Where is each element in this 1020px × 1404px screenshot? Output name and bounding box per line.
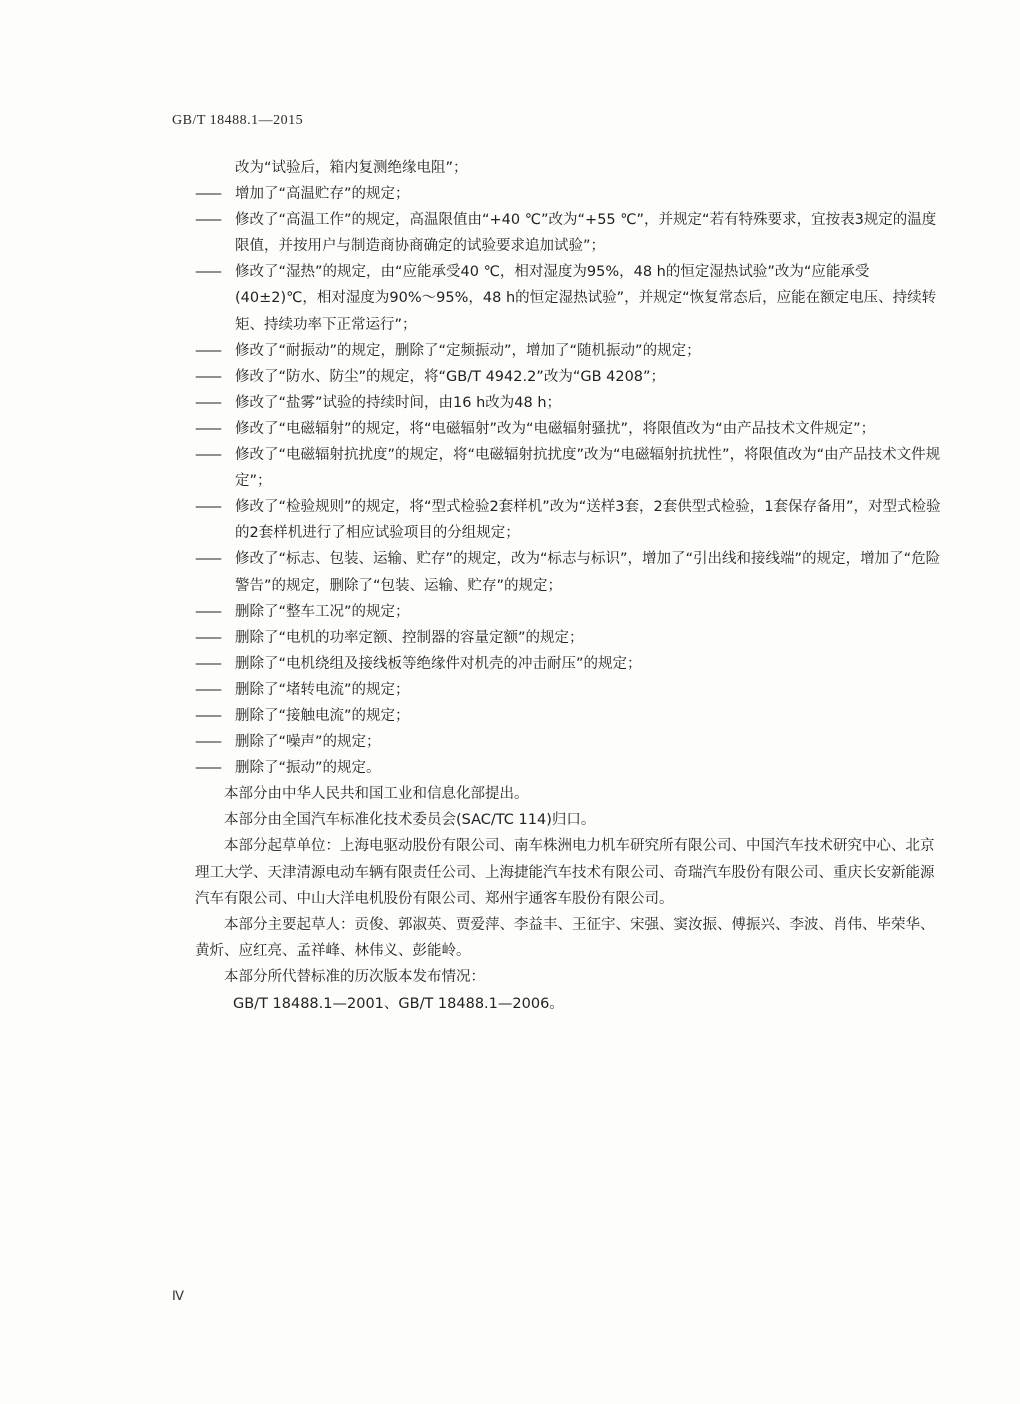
change-item-text: 修改了“电磁辐射”的规定，将“电磁辐射”改为“电磁辐射骚扰”，将限值改为“由产品技术文件规定”； bbox=[235, 420, 876, 437]
paragraph-drafting-organizations: 本部分起草单位：上海电驱动股份有限公司、南车株洲电力机车研究所有限公司、中国汽车技术研究中心、北京理工大学、天津清源电动车辆有限责任公司、上海捷能汽车技术有限公司、奇瑞汽车股份有限公司、重庆长安新能源汽车有限公司、中山大洋电机股份有限公司、郑州宇通客车股份有限公司。 bbox=[195, 838, 935, 907]
history-editions: GB/T 18488.1—2001、GB/T 18488.1—2006。 bbox=[233, 996, 564, 1012]
paragraph-drafters: 本部分主要起草人：贡俊、郭淑英、贾爱萍、李益丰、王征宇、宋强、窦汝振、傅振兴、李波、肖伟、毕荣华、黄炘、应红亮、孟祥峰、林伟义、彭能岭。 bbox=[195, 916, 935, 959]
change-item-text: 增加了“高温贮存”的规定； bbox=[235, 186, 410, 203]
paragraph-history-intro: 本部分所代替标准的历次版本发布情况： bbox=[224, 968, 485, 985]
list-dash: —— bbox=[195, 551, 220, 568]
change-item-text: 删除了“接触电流”的规定； bbox=[235, 707, 410, 724]
change-item-add-high-temp-storage bbox=[195, 181, 943, 207]
change-item-text: 删除了“电机的功率定额、控制器的容量定额”的规定； bbox=[235, 629, 584, 646]
list-dash: —— bbox=[195, 394, 220, 411]
change-item-delete-impulse-withstand bbox=[195, 651, 943, 677]
change-item-water-dust bbox=[195, 364, 943, 390]
paragraph-proposed-by: 本部分由中华人民共和国工业和信息化部提出。 bbox=[224, 786, 529, 803]
list-dash: —— bbox=[195, 734, 220, 751]
change-item-vibration-resistance bbox=[195, 338, 943, 364]
list-dash: —— bbox=[195, 499, 220, 516]
change-item-text: 修改了“电磁辐射抗扰度”的规定，将“电磁辐射抗扰度”改为“电磁辐射抗扰性”，将限值改为“由产品技术文件规定”； bbox=[235, 447, 941, 490]
list-dash: —— bbox=[195, 707, 220, 724]
change-item-damp-heat bbox=[195, 259, 943, 337]
paragraph-administered-by: 本部分由全国汽车标准化技术委员会(SAC/TC 114)归口。 bbox=[224, 812, 596, 829]
change-item-text: 修改了“盐雾”试验的持续时间，由16 h改为48 h； bbox=[235, 394, 562, 411]
list-dash: —— bbox=[195, 760, 220, 777]
change-item-text: 修改了“高温工作”的规定，高温限值由“+40 ℃”改为“+55 ℃”，并规定“若有特殊要求，宜按表3规定的温度限值，并按用户与制造商协商确定的试验要求追加试验”； bbox=[235, 212, 937, 255]
change-item-text: 删除了“电机绕组及接线板等绝缘件对机壳的冲击耐压”的规定； bbox=[235, 655, 642, 672]
change-item-text: 删除了“堵转电流”的规定； bbox=[235, 681, 410, 698]
list-dash: —— bbox=[195, 368, 220, 385]
change-item-delete-vehicle-conditions bbox=[195, 599, 943, 625]
change-item-text: 修改了“耐振动”的规定，删除了“定频振动”，增加了“随机振动”的规定； bbox=[235, 342, 701, 359]
page-number: Ⅳ bbox=[172, 1288, 184, 1303]
change-item-inspection-rules bbox=[195, 494, 943, 546]
list-dash: —— bbox=[195, 212, 220, 229]
change-item-delete-locked-rotor-current bbox=[195, 677, 943, 703]
change-item-salt-spray bbox=[195, 390, 943, 416]
change-item-delete-power-rating bbox=[195, 625, 943, 651]
list-dash: —— bbox=[195, 186, 220, 203]
change-item-text: 修改了“湿热”的规定，由“应能承受40 ℃，相对湿度为95%，48 h的恒定湿热试验”改为“应能承受(40±2)℃，相对湿度为90%～95%，48 h的恒定湿热试验”，并规定“恢复常态后，应能在额定电压、持续转矩、持续功率下正常运行”； bbox=[235, 264, 937, 333]
list-dash: —— bbox=[195, 603, 220, 620]
document-body bbox=[195, 155, 943, 1017]
change-item-delete-touch-current bbox=[195, 703, 943, 729]
standard-number-header: GB/T 18488.1—2015 bbox=[172, 113, 304, 128]
change-item-em-immunity bbox=[195, 442, 943, 494]
list-dash: —— bbox=[195, 420, 220, 437]
change-item-delete-noise bbox=[195, 729, 943, 755]
list-dash: —— bbox=[195, 264, 220, 281]
list-dash: —— bbox=[195, 342, 220, 359]
change-item-high-temp-operation bbox=[195, 207, 943, 259]
list-dash: —— bbox=[195, 655, 220, 672]
change-item-text: 修改了“检验规则”的规定，将“型式检验2套样机”改为“送样3套，2套供型式检验，1套保存备用”，对型式检验的2套样机进行了相应试验项目的分组规定； bbox=[235, 499, 941, 542]
list-dash: —— bbox=[195, 681, 220, 698]
change-item-text: 修改了“标志、包装、运输、贮存”的规定，改为“标志与标识”，增加了“引出线和接线端”的规定，增加了“危险警告”的规定，删除了“包装、运输、贮存”的规定； bbox=[235, 551, 941, 594]
list-dash: —— bbox=[195, 629, 220, 646]
change-item-marking-packaging bbox=[195, 546, 943, 598]
change-item-text: 删除了“噪声”的规定； bbox=[235, 734, 381, 751]
change-item-continuation: 改为“试验后，箱内复测绝缘电阻”； bbox=[235, 160, 468, 176]
change-item-em-radiation bbox=[195, 416, 943, 442]
change-item-delete-vibration bbox=[195, 755, 943, 781]
change-item-text: 删除了“振动”的规定。 bbox=[235, 760, 381, 777]
list-dash: —— bbox=[195, 447, 220, 464]
change-item-text: 删除了“整车工况”的规定； bbox=[235, 603, 410, 620]
change-item-text: 修改了“防水、防尘”的规定，将“GB/T 4942.2”改为“GB 4208”； bbox=[235, 368, 666, 385]
